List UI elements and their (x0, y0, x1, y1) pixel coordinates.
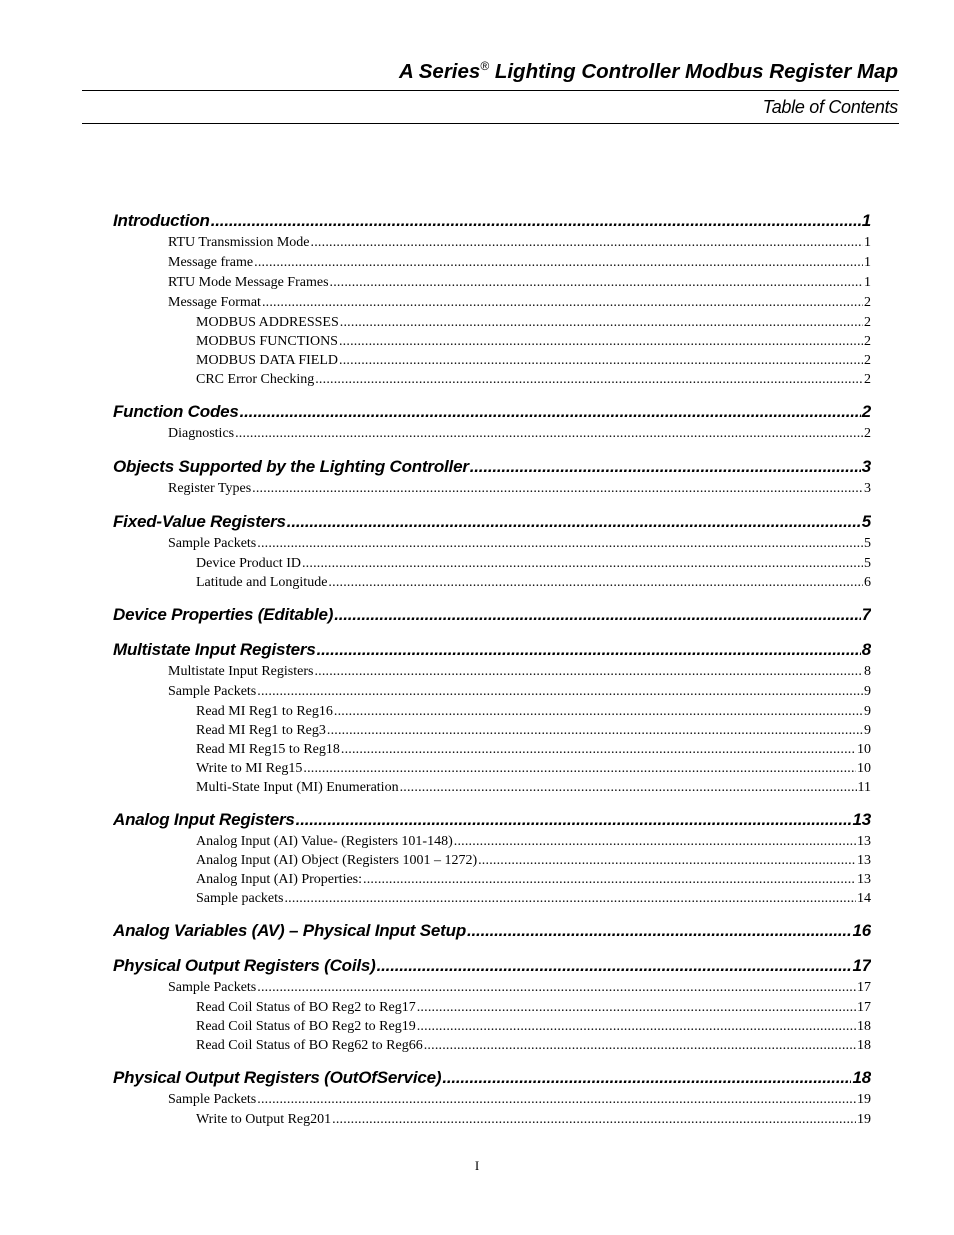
toc-entry[interactable] (113, 313, 871, 332)
toc-entry[interactable] (113, 851, 871, 870)
toc-entry-title: Function Codes (113, 402, 239, 421)
dot-leader (257, 682, 863, 702)
toc-page-number: 18 (857, 1038, 871, 1053)
toc-page-number: 16 (852, 921, 871, 940)
toc-entry[interactable] (113, 332, 871, 351)
toc-page-number: 13 (857, 872, 871, 887)
toc-entry-title: Fixed-Value Registers (113, 512, 286, 531)
dot-leader (417, 1017, 856, 1036)
registered-mark: ® (480, 59, 490, 73)
toc-page-number: 2 (864, 295, 871, 310)
dot-leader (400, 778, 857, 797)
dot-leader (315, 370, 863, 389)
dot-leader (377, 954, 852, 978)
toc-page-number: 17 (857, 1000, 871, 1015)
dot-leader (470, 455, 861, 479)
toc-entry[interactable] (113, 759, 871, 778)
toc-entry[interactable] (113, 832, 871, 851)
toc-heading[interactable] (113, 400, 871, 424)
dot-leader (235, 424, 863, 444)
toc-page-number: 18 (857, 1019, 871, 1034)
toc-entry-title: Physical Output Registers (Coils) (113, 956, 376, 975)
dot-leader (467, 919, 851, 943)
toc-heading[interactable] (113, 455, 871, 479)
toc-page-number: 8 (864, 664, 871, 679)
dot-leader (417, 998, 856, 1017)
toc-entry-title: Sample Packets (168, 1092, 257, 1107)
toc-entry[interactable] (113, 1090, 871, 1110)
toc-page-number: 3 (861, 457, 871, 476)
toc-page-number: 9 (864, 704, 871, 719)
toc-entry-title: Analog Variables (AV) – Physical Input Setup (113, 921, 466, 940)
toc-entry[interactable] (113, 534, 871, 554)
toc-heading[interactable] (113, 919, 871, 943)
toc-heading[interactable] (113, 510, 871, 534)
toc-entry[interactable] (113, 998, 871, 1017)
dot-leader (442, 1066, 851, 1090)
toc-entry-title: Message frame (168, 255, 254, 270)
dot-leader (257, 1090, 856, 1110)
toc-heading[interactable] (113, 603, 871, 627)
toc-entry-title: Register Types (168, 481, 252, 496)
toc-entry-title: CRC Error Checking (196, 372, 315, 387)
toc-page-number: 19 (857, 1092, 871, 1107)
dot-leader (303, 759, 856, 778)
toc-heading[interactable] (113, 808, 871, 832)
toc-entry-title: MODBUS FUNCTIONS (196, 334, 338, 349)
toc-page-number: 13 (857, 853, 871, 868)
toc-entry-title: MODBUS DATA FIELD (196, 353, 339, 368)
toc-page-number: 13 (857, 834, 871, 849)
toc-entry-title: MODBUS ADDRESSES (196, 315, 339, 330)
toc-entry[interactable] (113, 233, 871, 253)
dot-leader (284, 889, 856, 908)
toc-entry[interactable] (113, 253, 871, 273)
toc-heading[interactable] (113, 638, 871, 662)
toc-entry[interactable] (113, 1017, 871, 1036)
toc-page-number: 17 (852, 956, 871, 975)
toc-entry[interactable] (113, 293, 871, 313)
toc-page-number: 19 (857, 1112, 871, 1127)
dot-leader (262, 293, 863, 313)
toc-page-number: 2 (864, 315, 871, 330)
dot-leader (327, 721, 863, 740)
toc-page-number: 2 (864, 426, 871, 441)
toc-entry-title: Write to MI Reg15 (196, 761, 303, 776)
toc-entry-title: Introduction (113, 211, 210, 230)
dot-leader (287, 510, 861, 534)
page-header (82, 52, 899, 124)
toc-entry[interactable] (113, 662, 871, 682)
toc-page-number: 8 (861, 640, 871, 659)
dot-leader (317, 638, 861, 662)
dot-leader (302, 554, 863, 573)
dot-leader (257, 978, 856, 998)
toc-entry-title: Analog Input Registers (113, 810, 295, 829)
toc-page-number: 9 (864, 723, 871, 738)
toc-page-number: 18 (852, 1068, 871, 1087)
toc-heading[interactable] (113, 1066, 871, 1090)
toc-entry-title: Diagnostics (168, 426, 235, 441)
toc-page-number: 14 (857, 891, 871, 906)
toc-entry-title: Objects Supported by the Lighting Controller (113, 457, 469, 476)
toc-page-number: 5 (864, 556, 871, 571)
toc-entry-title: Physical Output Registers (OutOfService) (113, 1068, 442, 1087)
dot-leader (363, 870, 856, 889)
dot-leader (478, 851, 856, 870)
dot-leader (296, 808, 852, 832)
toc-page-number: 7 (861, 605, 871, 624)
toc-entry-title: Analog Input (AI) Properties: (196, 872, 363, 887)
toc-entry[interactable] (113, 740, 871, 759)
toc-page-number: 13 (852, 810, 871, 829)
toc-entry-title: RTU Transmission Mode (168, 235, 310, 250)
toc-entry[interactable] (113, 554, 871, 573)
dot-leader (254, 253, 863, 273)
toc-entry-title: Sample Packets (168, 980, 257, 995)
toc-entry-title: Multistate Input Registers (168, 664, 314, 679)
toc-page-number: 1 (864, 275, 871, 290)
toc-page-number: 9 (864, 684, 871, 699)
toc-entry-title: Message Format (168, 295, 261, 310)
dot-leader (339, 332, 863, 351)
header-rule-bottom (82, 123, 899, 124)
toc-entry-title: Read MI Reg1 to Reg3 (196, 723, 326, 738)
toc-page-number: 5 (861, 512, 871, 531)
toc-page-number: 3 (864, 481, 871, 496)
toc-entry-title: Sample packets (196, 891, 284, 906)
toc-entry-title: Write to Output Reg201 (196, 1112, 332, 1127)
dot-leader (211, 209, 861, 233)
dot-leader (334, 603, 861, 627)
toc-entry[interactable] (113, 870, 871, 889)
toc-entry-title: Device Product ID (196, 556, 301, 571)
dot-leader (332, 1110, 856, 1129)
dot-leader (311, 233, 863, 253)
toc-entry[interactable] (113, 351, 871, 370)
dot-leader (257, 534, 863, 554)
dot-leader (334, 702, 863, 721)
title-rest: Lighting Controller Modbus Register Map (489, 60, 898, 83)
toc-entry-title: Read MI Reg1 to Reg16 (196, 704, 333, 719)
header-rule-top (82, 90, 899, 91)
dot-leader (339, 351, 863, 370)
toc-entry-title: Multistate Input Registers (113, 640, 316, 659)
toc-entry[interactable] (113, 573, 871, 592)
toc-entry-title: Analog Input (AI) Value- (Registers 101-148) (196, 834, 453, 849)
dot-leader (252, 479, 863, 499)
toc-entry-title: Read Coil Status of BO Reg2 to Reg19 (196, 1019, 416, 1034)
toc-page-number: 1 (864, 235, 871, 250)
dot-leader (328, 573, 863, 592)
toc-heading[interactable] (113, 209, 871, 233)
toc-page-number: 2 (864, 372, 871, 387)
toc-entry[interactable] (113, 721, 871, 740)
table-of-contents (113, 209, 871, 1129)
dot-leader (314, 662, 863, 682)
toc-entry-title: Device Properties (Editable) (113, 605, 334, 624)
toc-entry[interactable] (113, 1036, 871, 1055)
toc-page-number: 2 (861, 402, 871, 421)
toc-entry-title: Latitude and Longitude (196, 575, 328, 590)
toc-entry-title: Multi-State Input (MI) Enumeration (196, 780, 399, 795)
toc-page-number: 1 (864, 255, 871, 270)
toc-entry[interactable] (113, 682, 871, 702)
toc-page-number: 5 (864, 536, 871, 551)
dot-leader (240, 400, 861, 424)
dot-leader (340, 313, 863, 332)
toc-page-number: 17 (857, 980, 871, 995)
page-number: I (474, 1158, 480, 1173)
section-subtitle: Table of Contents (762, 97, 898, 117)
dot-leader (454, 832, 856, 851)
toc-entry[interactable] (113, 778, 871, 797)
toc-page-number: 1 (861, 211, 871, 230)
toc-entry[interactable] (113, 479, 871, 499)
dot-leader (424, 1036, 856, 1055)
document-title (82, 52, 898, 86)
toc-entry-title: Read Coil Status of BO Reg2 to Reg17 (196, 1000, 416, 1015)
toc-page-number: 2 (864, 353, 871, 368)
title-series: A Series (399, 60, 481, 83)
toc-entry[interactable] (113, 889, 871, 908)
toc-entry-title: Read Coil Status of BO Reg62 to Reg66 (196, 1038, 423, 1053)
dot-leader (341, 740, 856, 759)
toc-page-number: 11 (857, 780, 871, 795)
toc-entry[interactable] (113, 978, 871, 998)
toc-page-number: 6 (864, 575, 871, 590)
toc-entry-title: Read MI Reg15 to Reg18 (196, 742, 340, 757)
toc-heading[interactable] (113, 954, 871, 978)
dot-leader (330, 273, 863, 293)
toc-entry-title: RTU Mode Message Frames (168, 275, 329, 290)
toc-entry[interactable] (113, 424, 871, 444)
toc-entry[interactable] (113, 1110, 871, 1129)
toc-entry-title: Analog Input (AI) Object (Registers 1001 – 1272) (196, 853, 478, 868)
toc-entry-title: Sample Packets (168, 536, 257, 551)
toc-entry[interactable] (113, 702, 871, 721)
toc-entry-title: Sample Packets (168, 684, 257, 699)
toc-page-number: 2 (864, 334, 871, 349)
toc-entry[interactable] (113, 273, 871, 293)
toc-entry[interactable] (113, 370, 871, 389)
toc-page-number: 10 (857, 742, 871, 757)
toc-page-number: 10 (857, 761, 871, 776)
